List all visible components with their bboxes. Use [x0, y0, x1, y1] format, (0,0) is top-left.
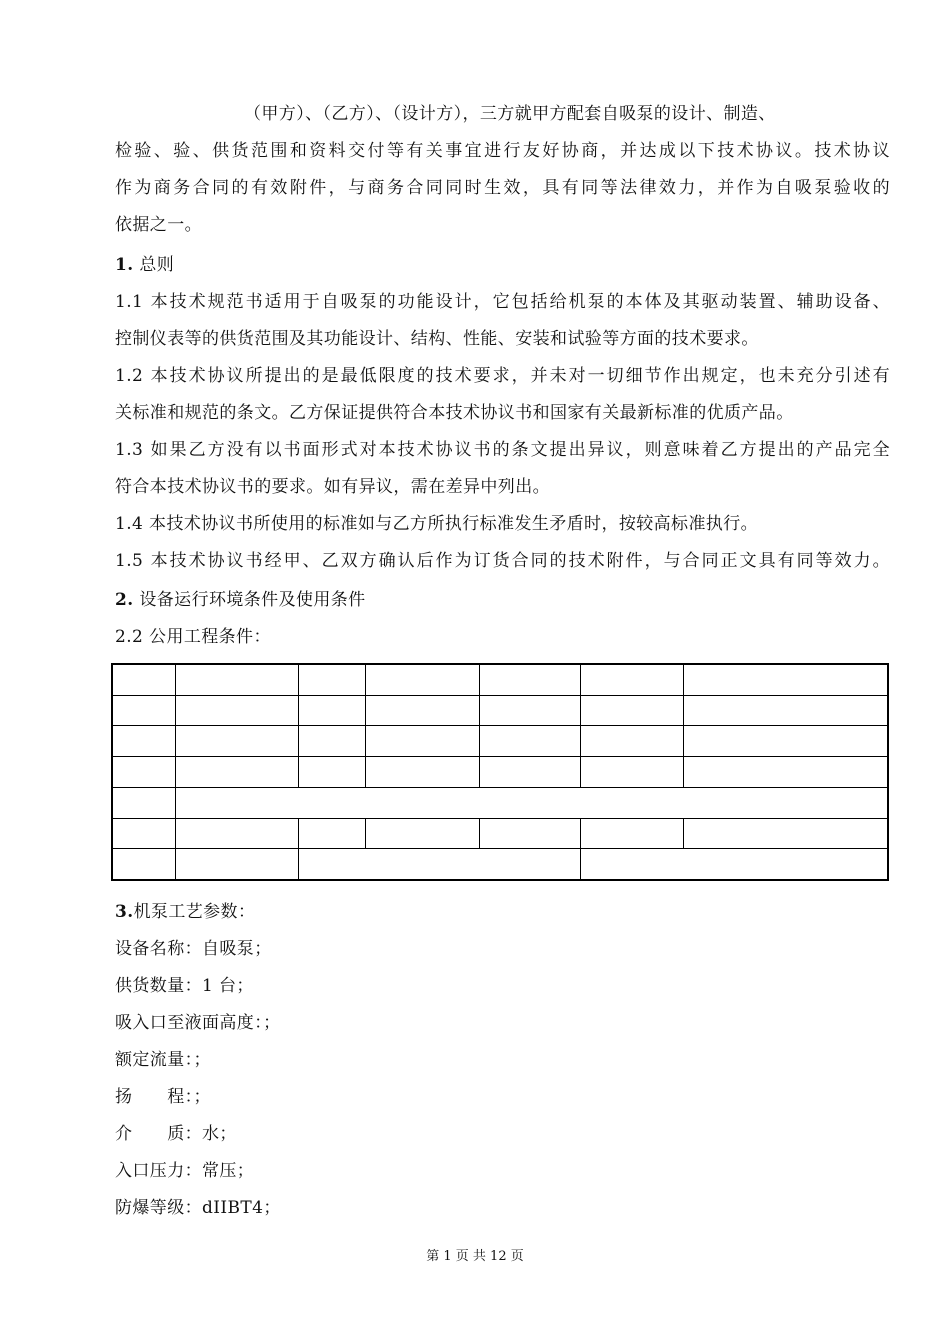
clause-1-3-line-2: 符合本技术协议书的要求。如有异议，需在差异中列出。 — [115, 477, 550, 497]
table-row — [112, 818, 888, 849]
section-1-number: 1. — [115, 255, 134, 275]
section-2-title: 设备运行环境条件及使用条件 — [139, 590, 366, 610]
param-item: 供货数量：1 台； — [115, 976, 254, 996]
section-3-number: 3. — [115, 902, 134, 922]
table-row — [112, 849, 888, 880]
clause-1-1-line-2: 控制仪表等的供货范围及其功能设计、结构、性能、安装和试验等方面的技术要求。 — [115, 329, 759, 349]
section-2-number: 2. — [115, 590, 134, 610]
table-row — [112, 757, 888, 788]
table-row — [112, 695, 888, 726]
param-item: 吸入口至液面高度：； — [115, 1013, 281, 1033]
section-1-title: 总则 — [139, 255, 175, 275]
table-row — [112, 664, 888, 695]
clause-1-2-line-1: 1.2 本技术协议所提出的是最低限度的技术要求，并未对一切细节作出规定，也未充分引述有 — [115, 366, 890, 386]
clause-1-5: 1.5 本技术协议书经甲、乙双方确认后作为订货合同的技术附件，与合同正文具有同等效力。 — [115, 551, 890, 571]
table-row — [112, 726, 888, 757]
intro-line-3: 作为商务合同的有效附件，与商务合同同时生效，具有同等法律效力，并作为自吸泵验收的 — [115, 178, 890, 198]
clause-1-3-line-1: 1.3 如果乙方没有以书面形式对本技术协议书的条文提出异议，则意味着乙方提出的产品完全 — [115, 440, 890, 460]
param-item: 介 质：水； — [115, 1124, 237, 1144]
section-3-heading — [115, 900, 890, 924]
param-item: 设备名称：自吸泵； — [115, 939, 272, 959]
intro-line-2: 检验、验、供货范围和资料交付等有关事宜进行友好协商，并达成以下技术协议。技术协议 — [115, 141, 890, 161]
param-item: 防爆等级：dIIBT4； — [115, 1198, 281, 1218]
param-item: 扬 程：； — [115, 1087, 211, 1107]
clause-2-2: 2.2 公用工程条件： — [115, 627, 271, 647]
param-item: 入口压力：常压； — [115, 1161, 255, 1181]
section-3-title: 机泵工艺参数： — [133, 902, 256, 922]
utility-conditions-table — [111, 663, 889, 881]
section-2-heading — [115, 588, 890, 612]
page-footer: 第 1 页 共 12 页 — [426, 1249, 524, 1264]
clause-1-1-line-1: 1.1 本技术规范书适用于自吸泵的功能设计，它包括给机泵的本体及其驱动装置、辅助设备、 — [115, 292, 890, 312]
section-1-heading — [115, 253, 890, 277]
clause-1-2-line-2: 关标准和规范的条文。乙方保证提供符合本技术协议书和国家有关最新标准的优质产品。 — [115, 403, 794, 423]
intro-line-1: （甲方）、（乙方）、（设计方），三方就甲方配套自吸泵的设计、制造、 — [244, 104, 776, 124]
intro-line-4: 依据之一。 — [115, 215, 202, 235]
param-item: 额定流量：； — [115, 1050, 211, 1070]
clause-1-4: 1.4 本技术协议书所使用的标准如与乙方所执行标准发生矛盾时，按较高标准执行。 — [115, 514, 759, 534]
table-row — [112, 787, 888, 818]
